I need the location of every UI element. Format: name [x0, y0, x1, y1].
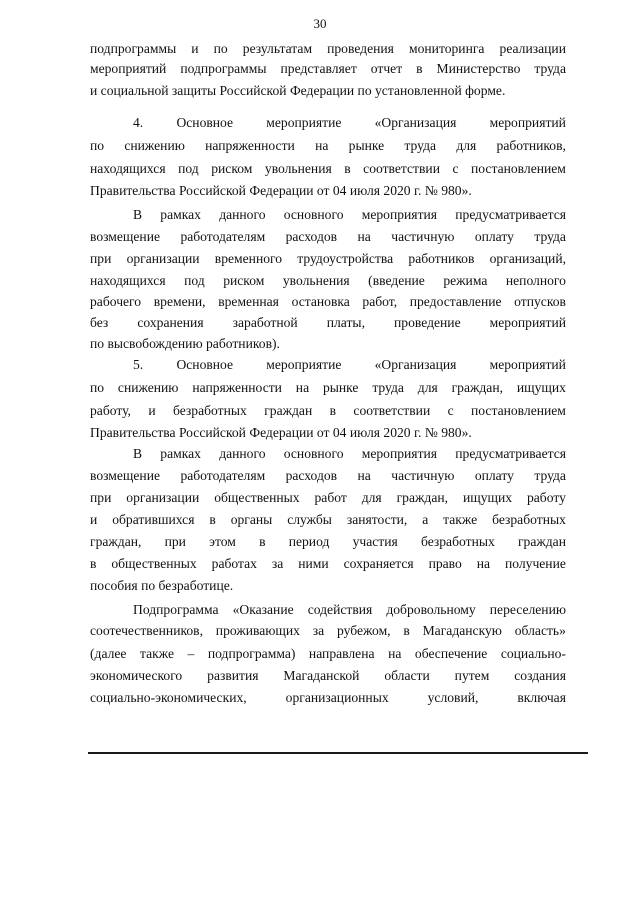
text-line: (далее также – подпрограмма) направлена на обеспечение социально-	[90, 646, 566, 661]
text-line: социально-экономических, организационных условий, включая	[90, 690, 566, 705]
text-line: работу, и безработных граждан в соответствии с постановлением	[90, 403, 566, 418]
text-line: В рамках данного основного мероприятия предусматривается	[133, 446, 566, 461]
text-line: В рамках данного основного мероприятия предусматривается	[133, 207, 566, 222]
text-line: по снижению напряженности на рынке труда для работников,	[90, 138, 566, 153]
text-line: по высвобождению работников).	[90, 336, 280, 351]
text-line: по снижению напряженности на рынке труда для граждан, ищущих	[90, 380, 566, 395]
text-line: 5. Основное мероприятие «Организация мероприятий	[133, 357, 566, 372]
text-line: Подпрограмма «Оказание содействия добровольному переселению	[133, 602, 566, 617]
text-line: 4. Основное мероприятие «Организация мероприятий	[133, 115, 566, 130]
text-line: и обратившихся в органы службы занятости, а также безработных	[90, 512, 566, 527]
footer-rule	[88, 752, 588, 754]
page-number: 30	[313, 16, 327, 31]
text-line: в общественных работах за ними сохраняется право на получение	[90, 556, 566, 571]
text-line: экономического развития Магаданской области путем создания	[90, 668, 566, 683]
text-line: Правительства Российской Федерации от 04 июля 2020 г. № 980».	[90, 425, 472, 440]
text-line: при организации общественных работ для граждан, ищущих работу	[90, 490, 566, 505]
text-line: без сохранения заработной платы, проведение мероприятий	[90, 315, 566, 330]
text-line: возмещение работодателям расходов на частичную оплату труда	[90, 229, 566, 244]
text-line: и социальной защиты Российской Федерации по установленной форме.	[90, 83, 506, 98]
text-line: находящихся под риском увольнения в соответствии с постановлением	[90, 161, 566, 176]
text-line: подпрограммы и по результатам проведения мониторинга реализации	[90, 41, 566, 56]
text-line: мероприятий подпрограммы представляет отчет в Министерство труда	[90, 61, 566, 76]
text-line: соотечественников, проживающих за рубежом, в Магаданскую область»	[90, 623, 566, 638]
text-line: при организации временного трудоустройства работников организаций,	[90, 251, 566, 266]
text-line: рабочего времени, временная остановка работ, предоставление отпусков	[90, 294, 566, 309]
text-line: пособия по безработице.	[90, 578, 234, 593]
text-line: граждан, при этом в период участия безработных граждан	[90, 534, 566, 549]
text-line: Правительства Российской Федерации от 04 июля 2020 г. № 980».	[90, 183, 472, 198]
text-line: возмещение работодателям расходов на частичную оплату труда	[90, 468, 566, 483]
text-line: находящихся под риском увольнения (введение режима неполного	[90, 273, 566, 288]
